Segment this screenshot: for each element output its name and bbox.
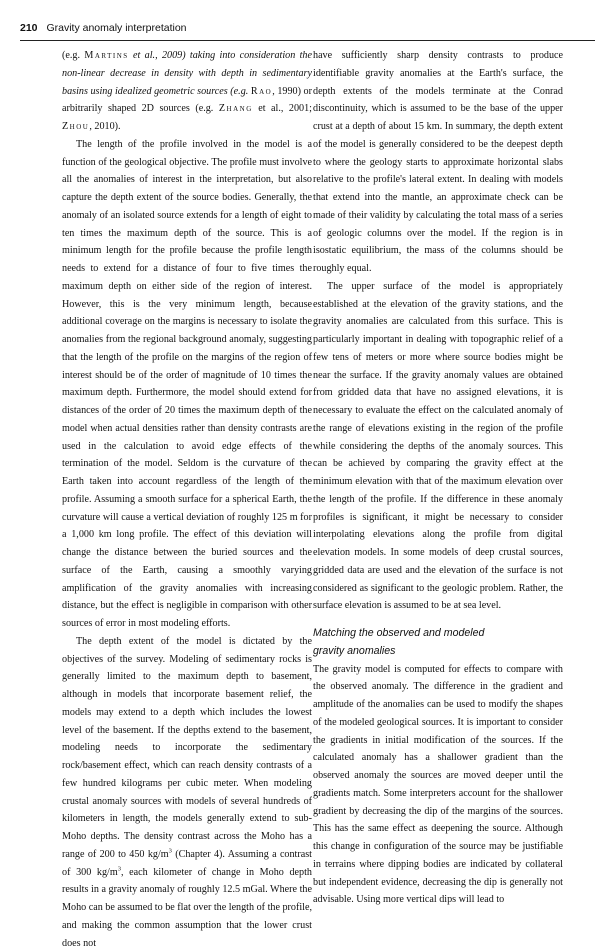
running-title: Gravity anomaly interpretation — [46, 22, 187, 34]
paragraph-continued-right: have sufficiently sharp density contrasts to produce identifiable gravity anomalies at the Earth's surface, the depth extents of the models terminate at the Conrad discontinuity, which is assumed to be the base of the upper crust at a depth of about 15 km. In summary, the depth extent of the model is generally considered to be the deepest depth to where the geology starts to approximate horizontal slabs relative to the profile's lateral extent. In dealing with models that extend into the mantle, an approximate check can be made of their validity by calculating the total mass of a series of geologic columns over the model. If the region is in isostatic equilibrium, the mass of the columns should be roughly equal. — [313, 50, 563, 274]
author-name: Zhang — [218, 103, 253, 115]
paragraph-profile-length: The length of the profile involved in the model is a function of the geological objective. The profile must involve all the anomalies of interest in the interpretation, but also capture the depth extent of the source bodies. Generally, the anomaly of an isolated source extends for a length of eight to ten times the maximum depth of the source. This is a minimum length for the profile because the profile length needs to extend for a distance of four to five times the maximum depth on either side of the region of interest. However, this is the very minimum length, because additional coverage on the margins is necessary to isolate the anomalies from the regional background anomaly, suggesting that the length of the profile on the margins of the region of interest should be of the order of magnitude of 10 times the maximum depth. Furthermore, the model should extend for distances of the order of 20 times the maximum depth of the model when actual densities rather than density contrasts are used in the calculation to avoid edge effects of the termination of the model. Seldom is the curvature of the Earth taken into account regardless of the length of the profile. Assuming a smooth surface for a spherical Earth, the curvature will cause a vertical deviation of roughly 125 m for a 1,000 km long profile. The effect of this deviation will change the distance between the buried sources and the surface of the Earth, causing a smoothly varying amplification of the gravity anomalies with increasing distance, but the effect is negligible in comparison with other sources of error in most modeling efforts. — [62, 138, 312, 629]
paragraph-upper-surface: The upper surface of the model is appropriately established at the elevation of the gravity stations, and the gravity anomalies are calculated from this surface. This is particularly important in dealing with topographic relief of a few tens of meters or more where source bodies might be near the surface. If the gravity anomaly values are obtained from gridded data that have no assigned elevations, it is necessary to evaluate the effect on the calculated anomaly of the range of elevations existing in the region of the profile while considering the depths of the anomaly sources. This can be achieved by comparing the gravity effect at the minimum elevation with that of the maximum elevation over the length of the profile. If the difference in these anomaly profiles is significant, it might be necessary to consider interpolating elevations along the profile from digital elevation models. In some models of deep crustal sources, gridded data are used and the elevation of the surface is not considered as significant to the geologic problem. Rather, the surface elevation is assumed to be at sea level. — [313, 280, 563, 612]
running-header — [20, 22, 595, 40]
left-column — [62, 47, 312, 952]
paragraph-continued: (e.g. Martins et al., 2009) taking into consideration the non-linear decrease in density with depth in sedimentary basins using idealized geometric sources (e.g. Rao, 1990) or arbitrarily shaped 2D sources (e.g. Zhang et al., 2001; Zhou, 2010). — [62, 50, 312, 132]
author-name: Martins — [84, 50, 129, 61]
page-number: 210 — [20, 22, 38, 34]
paragraph-matching: The gravity model is computed for effects to compare with the observed anomaly. The difference in the gradient and amplitude of the anomalies can be used to modify the shapes of the modeled geological sources. It is important to consider the gradients in initial modification of the sources. If the calculated anomaly has a shallower gradient than the observed anomaly the sources are moved deeper until the gradients match. Some interpreters account for the shallower gradient by decreasing the dip of the margins of the sources. This has the same effect as deepening the source. Although this change in configuration of the source may be justifiable in terrains where dipping bodies are indicated by collateral but independent evidence, decreasing the dip is generally not advisable. Using more vertical dips will lead to — [313, 663, 563, 906]
author-name: Rao — [250, 85, 273, 97]
right-column — [313, 47, 563, 909]
header-rule — [20, 40, 595, 41]
section-subheading: Matching the observed and modeled gravity anomalies — [313, 627, 485, 657]
paragraph-depth-extent: The depth extent of the model is dictated by the objectives of the survey. Modeling of sedimentary rocks is generally limited to the maximum depth to basement, although in models that incorporate basement relief, the models may extend to a depth which includes the lowest level of the basement. If the depths extend to the basement, modeling needs to incorporate the sedimentary rock/basement effect, which can reach density contrasts of a few hundred kilograms per cubic meter. When modeling crustal anomaly sources with models of several hundreds of kilometers in length, the models generally extend to sub-Moho depths. The density contrast across the Moho has a range of 200 to 450 $kg/m^3$ (Chapter 4). Assuming a contrast of 300 $kg/m^3$, each kilometer of change in Moho depth results in a gravity anomaly of roughly 12.5 mGal. Where the Moho can be assumed to be flat over the length of the profile, and making the common assumption that the lower crust does not — [62, 635, 312, 949]
author-name: Zhou — [62, 121, 90, 132]
